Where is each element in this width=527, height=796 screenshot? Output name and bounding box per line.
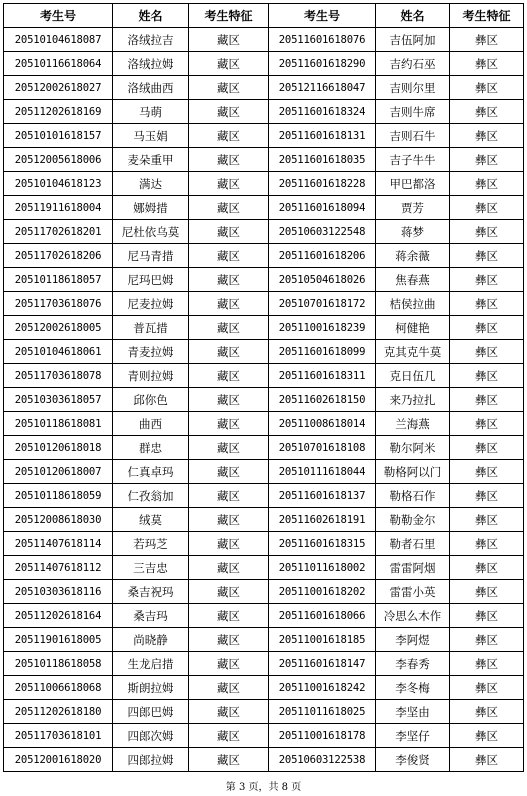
table-row [4, 436, 524, 460]
table-row [4, 412, 524, 436]
table-row [4, 388, 524, 412]
header-row [4, 4, 524, 28]
table-row [4, 124, 524, 148]
table-row [4, 100, 524, 124]
cell-name-right: 柯健艳 [376, 316, 450, 340]
cell-feature-left: 藏区 [189, 748, 269, 772]
header-feature-right: 考生特征 [450, 4, 524, 28]
cell-name-left: 洛绒曲西 [113, 76, 189, 100]
cell-feature-left: 藏区 [189, 148, 269, 172]
header-name-left: 姓名 [113, 4, 189, 28]
cell-name-left: 青则拉姆 [113, 364, 189, 388]
cell-name-right: 吉则牛席 [376, 100, 450, 124]
cell-name-right: 雷雷小英 [376, 580, 450, 604]
cell-exam-number-left: 20512005618006 [4, 148, 113, 172]
cell-name-right: 兰海燕 [376, 412, 450, 436]
cell-feature-left: 藏区 [189, 28, 269, 52]
cell-exam-number-left: 20512002618027 [4, 76, 113, 100]
cell-name-left: 绒莫 [113, 508, 189, 532]
table-row [4, 148, 524, 172]
cell-exam-number-left: 20510303618057 [4, 388, 113, 412]
cell-exam-number-right: 20511601618147 [269, 652, 376, 676]
cell-exam-number-left: 20511901618005 [4, 628, 113, 652]
cell-feature-right: 彝区 [450, 100, 524, 124]
cell-exam-number-right: 20511601618076 [269, 28, 376, 52]
cell-name-left: 桑吉玛 [113, 604, 189, 628]
cell-feature-left: 藏区 [189, 556, 269, 580]
cell-feature-left: 藏区 [189, 124, 269, 148]
cell-name-left: 尚晓静 [113, 628, 189, 652]
cell-exam-number-left: 20512002618005 [4, 316, 113, 340]
cell-exam-number-left: 20511703618101 [4, 724, 113, 748]
cell-exam-number-right: 20511601618066 [269, 604, 376, 628]
cell-exam-number-right: 20511601618035 [269, 148, 376, 172]
cell-exam-number-left: 20510104618061 [4, 340, 113, 364]
cell-name-left: 满达 [113, 172, 189, 196]
cell-feature-right: 彝区 [450, 220, 524, 244]
cell-name-right: 贾芳 [376, 196, 450, 220]
cell-feature-left: 藏区 [189, 100, 269, 124]
cell-name-left: 马玉娟 [113, 124, 189, 148]
cell-feature-left: 藏区 [189, 604, 269, 628]
cell-feature-left: 藏区 [189, 412, 269, 436]
table-row [4, 316, 524, 340]
table-row [4, 604, 524, 628]
table-row [4, 556, 524, 580]
cell-feature-right: 彝区 [450, 652, 524, 676]
cell-feature-right: 彝区 [450, 124, 524, 148]
cell-name-right: 冷思么木作 [376, 604, 450, 628]
cell-exam-number-left: 20510116618064 [4, 52, 113, 76]
cell-exam-number-right: 20510111618044 [269, 460, 376, 484]
cell-exam-number-right: 20511601618131 [269, 124, 376, 148]
cell-feature-right: 彝区 [450, 268, 524, 292]
table-row [4, 532, 524, 556]
cell-feature-left: 藏区 [189, 436, 269, 460]
cell-name-left: 曲西 [113, 412, 189, 436]
cell-feature-left: 藏区 [189, 676, 269, 700]
table-row [4, 460, 524, 484]
cell-exam-number-left: 20511407618112 [4, 556, 113, 580]
cell-exam-number-right: 20511011618002 [269, 556, 376, 580]
cell-feature-left: 藏区 [189, 292, 269, 316]
cell-name-left: 仁孜翁加 [113, 484, 189, 508]
table-row [4, 52, 524, 76]
cell-name-right: 吉约石巫 [376, 52, 450, 76]
cell-exam-number-right: 20511602618150 [269, 388, 376, 412]
cell-feature-right: 彝区 [450, 604, 524, 628]
table-row [4, 700, 524, 724]
header-name-right: 姓名 [376, 4, 450, 28]
table-row [4, 652, 524, 676]
cell-name-right: 雷雷阿烟 [376, 556, 450, 580]
cell-feature-right: 彝区 [450, 196, 524, 220]
cell-name-right: 焦春燕 [376, 268, 450, 292]
table-row [4, 724, 524, 748]
cell-name-left: 生龙启措 [113, 652, 189, 676]
cell-feature-right: 彝区 [450, 292, 524, 316]
cell-name-right: 桔侯拉曲 [376, 292, 450, 316]
cell-exam-number-left: 20510118618057 [4, 268, 113, 292]
cell-name-left: 群忠 [113, 436, 189, 460]
table-row [4, 244, 524, 268]
cell-name-right: 李坚仔 [376, 724, 450, 748]
cell-exam-number-right: 20510603122538 [269, 748, 376, 772]
cell-name-left: 尼杜依乌莫 [113, 220, 189, 244]
cell-feature-left: 藏区 [189, 268, 269, 292]
cell-feature-left: 藏区 [189, 196, 269, 220]
cell-exam-number-right: 20511601618315 [269, 532, 376, 556]
cell-exam-number-left: 20511911618004 [4, 196, 113, 220]
cell-name-right: 吉子牛牛 [376, 148, 450, 172]
cell-exam-number-left: 20512001618020 [4, 748, 113, 772]
cell-name-left: 洛绒拉吉 [113, 28, 189, 52]
cell-exam-number-left: 20510104618087 [4, 28, 113, 52]
table-row [4, 76, 524, 100]
cell-name-right: 克其克牛莫 [376, 340, 450, 364]
cell-name-left: 青麦拉姆 [113, 340, 189, 364]
cell-name-right: 来乃拉扎 [376, 388, 450, 412]
cell-feature-right: 彝区 [450, 172, 524, 196]
table-row [4, 196, 524, 220]
cell-exam-number-right: 20511601618094 [269, 196, 376, 220]
cell-exam-number-left: 20510120618018 [4, 436, 113, 460]
table-row [4, 340, 524, 364]
cell-exam-number-left: 20511703618076 [4, 292, 113, 316]
cell-exam-number-right: 20511601618324 [269, 100, 376, 124]
table-row [4, 364, 524, 388]
cell-exam-number-left: 20510118618059 [4, 484, 113, 508]
cell-exam-number-left: 20511006618068 [4, 676, 113, 700]
cell-name-right: 李俊贤 [376, 748, 450, 772]
cell-exam-number-left: 20510101618157 [4, 124, 113, 148]
cell-name-left: 麦朵重甲 [113, 148, 189, 172]
cell-name-right: 勒格石作 [376, 484, 450, 508]
cell-exam-number-right: 20511601618206 [269, 244, 376, 268]
cell-name-right: 蒋余薇 [376, 244, 450, 268]
cell-exam-number-right: 20512116618047 [269, 76, 376, 100]
table-row [4, 748, 524, 772]
cell-feature-left: 藏区 [189, 76, 269, 100]
cell-feature-right: 彝区 [450, 460, 524, 484]
cell-feature-right: 彝区 [450, 148, 524, 172]
table-header [4, 4, 524, 28]
cell-exam-number-left: 20510120618007 [4, 460, 113, 484]
cell-name-left: 尼马青措 [113, 244, 189, 268]
cell-exam-number-left: 20511202618169 [4, 100, 113, 124]
cell-name-left: 普瓦措 [113, 316, 189, 340]
cell-exam-number-right: 20511001618178 [269, 724, 376, 748]
cell-name-left: 桑吉祝玛 [113, 580, 189, 604]
cell-feature-right: 彝区 [450, 436, 524, 460]
cell-name-right: 克日伍几 [376, 364, 450, 388]
table-row [4, 268, 524, 292]
cell-feature-right: 彝区 [450, 580, 524, 604]
cell-feature-left: 藏区 [189, 532, 269, 556]
cell-feature-right: 彝区 [450, 748, 524, 772]
table-row [4, 28, 524, 52]
cell-feature-left: 藏区 [189, 628, 269, 652]
table-row [4, 676, 524, 700]
cell-feature-left: 藏区 [189, 724, 269, 748]
cell-feature-right: 彝区 [450, 532, 524, 556]
cell-exam-number-left: 20511703618078 [4, 364, 113, 388]
cell-exam-number-right: 20510603122548 [269, 220, 376, 244]
cell-name-right: 吉伍阿加 [376, 28, 450, 52]
cell-feature-right: 彝区 [450, 628, 524, 652]
cell-feature-left: 藏区 [189, 700, 269, 724]
cell-name-left: 尼麦拉姆 [113, 292, 189, 316]
cell-exam-number-right: 20511602618191 [269, 508, 376, 532]
cell-name-right: 勒格阿以门 [376, 460, 450, 484]
cell-feature-right: 彝区 [450, 556, 524, 580]
table-row [4, 220, 524, 244]
cell-exam-number-left: 20510118618081 [4, 412, 113, 436]
cell-name-right: 李阿煜 [376, 628, 450, 652]
cell-feature-right: 彝区 [450, 76, 524, 100]
cell-name-left: 尼玛巴姆 [113, 268, 189, 292]
cell-feature-right: 彝区 [450, 700, 524, 724]
cell-feature-right: 彝区 [450, 244, 524, 268]
cell-exam-number-right: 20510504618026 [269, 268, 376, 292]
cell-feature-left: 藏区 [189, 652, 269, 676]
page-number-footer: 第 3 页，共 8 页 [225, 782, 302, 793]
cell-name-right: 李春秀 [376, 652, 450, 676]
table-row [4, 628, 524, 652]
cell-exam-number-right: 20511601618290 [269, 52, 376, 76]
cell-exam-number-right: 20510701618108 [269, 436, 376, 460]
cell-feature-right: 彝区 [450, 316, 524, 340]
table-row [4, 172, 524, 196]
cell-name-left: 洛绒拉姆 [113, 52, 189, 76]
table-row [4, 508, 524, 532]
cell-name-left: 四郎次姆 [113, 724, 189, 748]
cell-exam-number-right: 20511601618099 [269, 340, 376, 364]
cell-feature-right: 彝区 [450, 28, 524, 52]
table-row [4, 580, 524, 604]
cell-feature-right: 彝区 [450, 364, 524, 388]
table-row [4, 484, 524, 508]
cell-exam-number-right: 20511001618185 [269, 628, 376, 652]
cell-name-left: 四郎巴姆 [113, 700, 189, 724]
cell-exam-number-right: 20511601618311 [269, 364, 376, 388]
header-exam-number-left: 考生号 [4, 4, 113, 28]
cell-exam-number-left: 20510118618058 [4, 652, 113, 676]
cell-feature-left: 藏区 [189, 244, 269, 268]
cell-exam-number-right: 20511001618202 [269, 580, 376, 604]
cell-feature-right: 彝区 [450, 412, 524, 436]
cell-feature-right: 彝区 [450, 52, 524, 76]
cell-feature-right: 彝区 [450, 724, 524, 748]
cell-name-right: 甲巴都洛 [376, 172, 450, 196]
cell-name-left: 马萌 [113, 100, 189, 124]
cell-name-left: 三吉忠 [113, 556, 189, 580]
cell-name-right: 勒勒金尔 [376, 508, 450, 532]
cell-name-right: 蒋梦 [376, 220, 450, 244]
cell-name-right: 李坚由 [376, 700, 450, 724]
cell-exam-number-left: 20511202618164 [4, 604, 113, 628]
cell-name-right: 勒尔阿米 [376, 436, 450, 460]
cell-exam-number-left: 20511702618206 [4, 244, 113, 268]
cell-feature-left: 藏区 [189, 220, 269, 244]
cell-feature-right: 彝区 [450, 508, 524, 532]
cell-exam-number-right: 20510701618172 [269, 292, 376, 316]
cell-feature-right: 彝区 [450, 676, 524, 700]
student-list-table [3, 3, 524, 772]
cell-name-left: 斯朗拉姆 [113, 676, 189, 700]
cell-name-left: 仁真卓玛 [113, 460, 189, 484]
header-feature-left: 考生特征 [189, 4, 269, 28]
cell-feature-left: 藏区 [189, 484, 269, 508]
cell-exam-number-right: 20511011618025 [269, 700, 376, 724]
cell-exam-number-right: 20511601618137 [269, 484, 376, 508]
cell-feature-right: 彝区 [450, 388, 524, 412]
cell-name-right: 李冬梅 [376, 676, 450, 700]
cell-feature-left: 藏区 [189, 460, 269, 484]
cell-exam-number-right: 20511001618239 [269, 316, 376, 340]
cell-feature-right: 彝区 [450, 340, 524, 364]
cell-exam-number-left: 20511702618201 [4, 220, 113, 244]
cell-name-right: 勒者石里 [376, 532, 450, 556]
cell-exam-number-left: 20510104618123 [4, 172, 113, 196]
cell-feature-left: 藏区 [189, 364, 269, 388]
cell-name-left: 四郎拉姆 [113, 748, 189, 772]
cell-exam-number-left: 20512008618030 [4, 508, 113, 532]
cell-exam-number-right: 20511008618014 [269, 412, 376, 436]
cell-feature-left: 藏区 [189, 508, 269, 532]
cell-exam-number-right: 20511001618242 [269, 676, 376, 700]
cell-feature-right: 彝区 [450, 484, 524, 508]
cell-feature-left: 藏区 [189, 580, 269, 604]
table-body [4, 28, 524, 772]
cell-exam-number-left: 20511202618180 [4, 700, 113, 724]
table-row [4, 292, 524, 316]
cell-feature-left: 藏区 [189, 340, 269, 364]
cell-name-left: 若玛芝 [113, 532, 189, 556]
cell-feature-left: 藏区 [189, 172, 269, 196]
cell-exam-number-left: 20510303618116 [4, 580, 113, 604]
cell-feature-left: 藏区 [189, 316, 269, 340]
cell-name-right: 吉则尔里 [376, 76, 450, 100]
cell-name-left: 邱你色 [113, 388, 189, 412]
cell-exam-number-left: 20511407618114 [4, 532, 113, 556]
cell-name-left: 娜姆措 [113, 196, 189, 220]
cell-feature-left: 藏区 [189, 52, 269, 76]
header-exam-number-right: 考生号 [269, 4, 376, 28]
cell-name-right: 吉则石牛 [376, 124, 450, 148]
cell-exam-number-right: 20511601618228 [269, 172, 376, 196]
cell-feature-left: 藏区 [189, 388, 269, 412]
